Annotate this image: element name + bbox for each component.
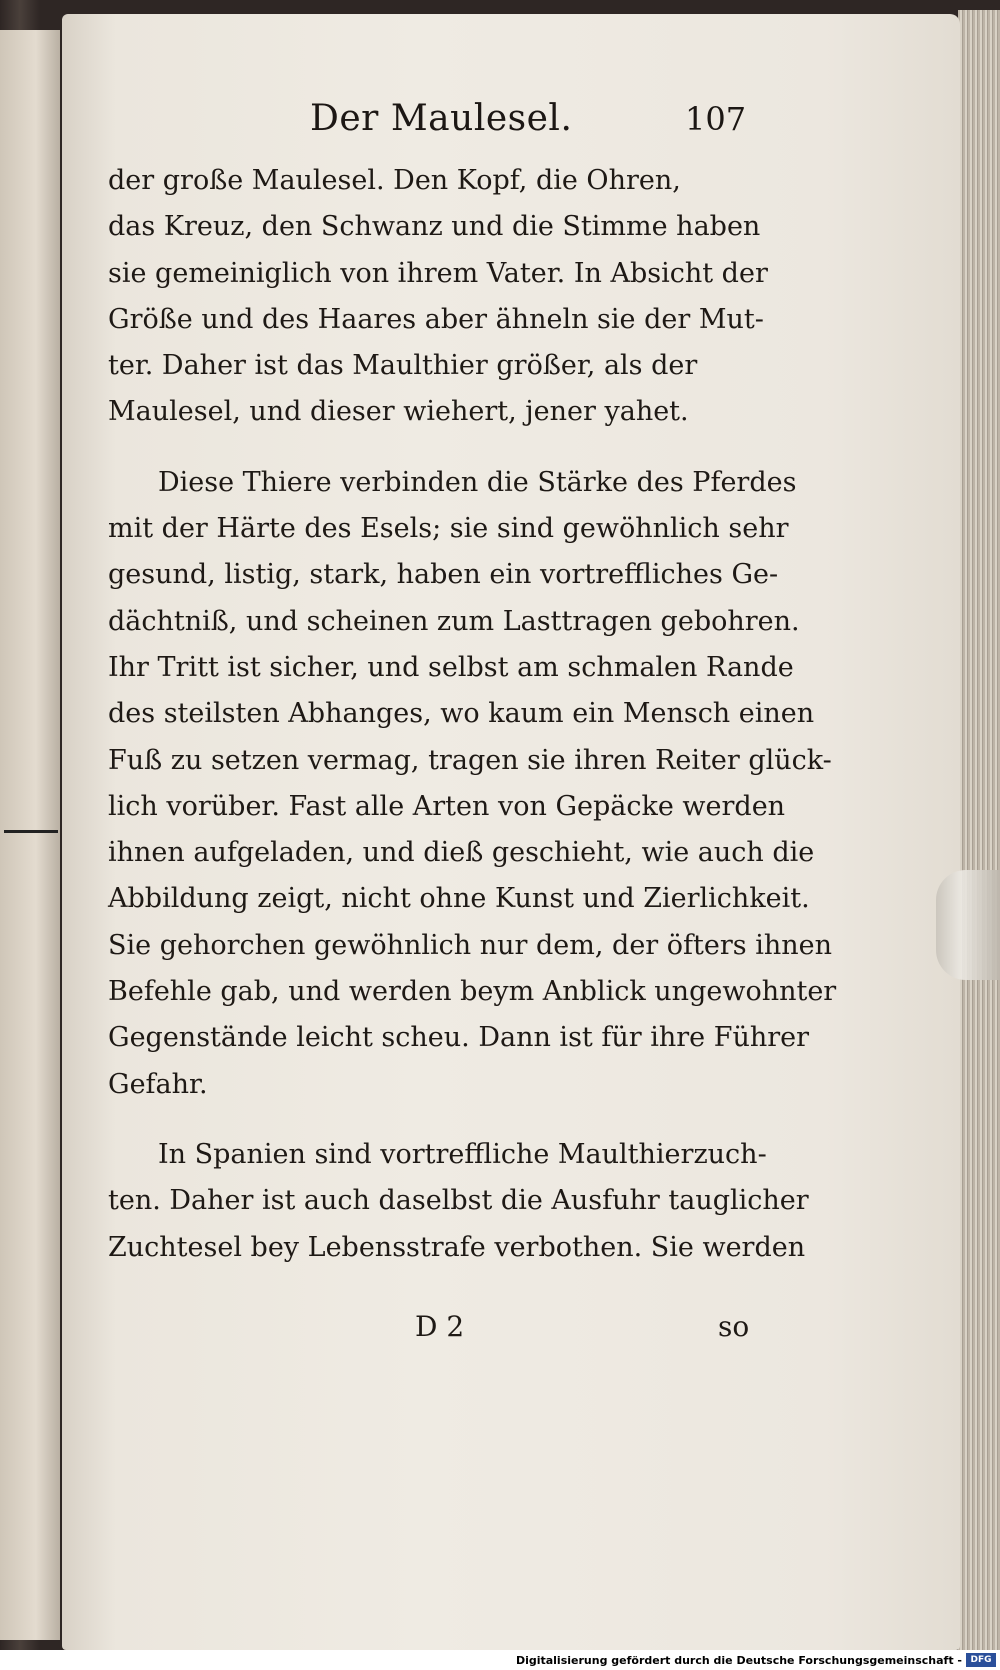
- paragraph-gap: [108, 1108, 748, 1132]
- text-line: Gegenstände leicht scheu. Dann ist für ihre Führer: [108, 1022, 810, 1054]
- text-line: Gefahr.: [108, 1068, 208, 1100]
- page-clip: [936, 870, 1000, 980]
- signature-mark: D 2: [415, 1310, 465, 1343]
- text-line: Zuchtesel bey Lebensstrafe verbothen. Sie werden: [108, 1231, 806, 1263]
- text-line: Abbildung zeigt, nicht ohne Kunst und Zierlichkeit.: [108, 883, 810, 915]
- text-line: lich vorüber. Fast alle Arten von Gepäcke werden: [108, 790, 786, 822]
- funding-credit: Digitalisierung gefördert durch die Deutsche Forschungsgemeinschaft -: [515, 1654, 962, 1667]
- facing-page-edge: [0, 30, 60, 1640]
- text-line: Befehle gab, und werden beym Anblick ungewohnter: [108, 976, 837, 1008]
- facing-page-rule: [4, 830, 58, 833]
- text-line: Maulesel, und dieser wiehert, jener yahet.: [108, 396, 689, 428]
- page-number: 107: [685, 100, 747, 138]
- text-line: ten. Daher ist auch daselbst die Ausfuhr tauglicher: [108, 1185, 809, 1217]
- text-line: des steilsten Abhanges, wo kaum ein Mensch einen: [108, 698, 815, 730]
- dfg-logo-icon[interactable]: DFG: [966, 1653, 996, 1667]
- text-line: In Spanien sind vortreffliche Maulthierzuch-: [158, 1138, 767, 1170]
- body-text: [108, 158, 837, 1271]
- text-line: Ihr Tritt ist sicher, und selbst am schmalen Rande: [108, 651, 794, 683]
- paragraph-1: [108, 158, 768, 436]
- text-line: Größe und des Haares aber ähneln sie der Mut-: [108, 303, 764, 335]
- paragraph-3: [108, 1132, 809, 1271]
- text-line: dächtniß, und scheinen zum Lasttragen gebohren.: [108, 605, 800, 637]
- text-line: ter. Daher ist das Maulthier größer, als der: [108, 350, 698, 382]
- text-line: ihnen aufgeladen, und dieß geschieht, wie auch die: [108, 837, 815, 869]
- text-line: Sie gehorchen gewöhnlich nur dem, der öfters ihnen: [108, 929, 832, 961]
- text-line: Diese Thiere verbinden die Stärke des Pferdes: [158, 466, 797, 498]
- text-line: mit der Härte des Esels; sie sind gewöhnlich sehr: [108, 513, 789, 545]
- text-line: gesund, listig, stark, haben ein vortreffliches Ge-: [108, 559, 779, 591]
- page-edge-stack: [958, 10, 1000, 1650]
- paragraph-gap: [108, 436, 748, 460]
- paragraph-2: [108, 460, 837, 1108]
- text-line: das Kreuz, den Schwanz und die Stimme haben: [108, 211, 761, 243]
- text-line: Fuß zu setzen vermag, tragen sie ihren Reiter glück-: [108, 744, 832, 776]
- text-line: sie gemeiniglich von ihrem Vater. In Absicht der: [108, 257, 768, 289]
- text-line: der große Maulesel. Den Kopf, die Ohren,: [108, 165, 681, 196]
- running-head-title: Der Maulesel.: [310, 98, 573, 139]
- catchword: so: [718, 1310, 750, 1343]
